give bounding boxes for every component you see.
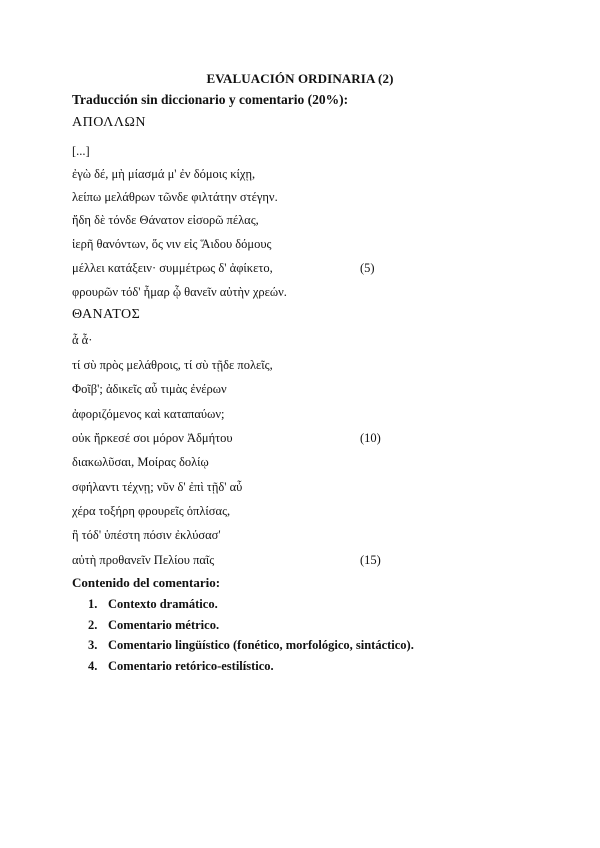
verse-line: οὐκ ἤρκεσέ σοι μόρον Ἀδμήτου bbox=[72, 431, 233, 445]
verse-line: Φοῖβ'; ἀδικεῖς αὖ τιμὰς ἐνέρων bbox=[72, 382, 227, 396]
line-number: (10) bbox=[360, 431, 381, 445]
verse-line: ἀφοριζόμενος καὶ καταπαύων; bbox=[72, 407, 225, 421]
verse-line: ἐγὼ δέ, μὴ μίασμά μ' ἐν δόμοις κίχῃ, bbox=[72, 167, 256, 181]
verse-line: αὐτὴ προθανεῖν Πελίου παῖς bbox=[72, 553, 215, 567]
verse-line: μέλλει κατάξειν· συμμέτρως δ' ἀφίκετο, bbox=[72, 261, 273, 275]
verse-line: φρουρῶν τόδ' ἦμαρ ᾧ θανεῖν αὐτὴν χρεών. bbox=[72, 285, 287, 299]
list-label: Contexto dramático. bbox=[108, 597, 218, 611]
comment-list bbox=[88, 596, 414, 678]
list-number: 1. bbox=[88, 597, 98, 611]
verse-line: ἆ ἆ· bbox=[72, 333, 93, 347]
verse-line: ἣ τόδ' ὑπέστη πόσιν ἐκλύσασ' bbox=[72, 528, 221, 542]
verse-line: τί σὺ πρὸς μελάθροις, τί σὺ τῇδε πολεῖς, bbox=[72, 358, 273, 372]
speaker-apollo: ΑΠΟΛΛΩΝ bbox=[72, 115, 146, 130]
list-item bbox=[88, 617, 414, 638]
verse-line: ἤδη δὲ τόνδε Θάνατον εἰσορῶ πέλας, bbox=[72, 213, 259, 227]
exam-title: EVALUACIÓN ORDINARIA (2) bbox=[206, 71, 394, 86]
verse-line: [...] bbox=[72, 144, 90, 158]
list-item bbox=[88, 596, 414, 617]
list-number: 4. bbox=[88, 658, 98, 673]
verse-line: διακωλῦσαι, Μοίρας δολίῳ bbox=[72, 455, 209, 469]
verse-line: λείπω μελάθρων τῶνδε φιλτάτην στέγην. bbox=[72, 190, 278, 204]
list-label: Comentario retórico-estilístico. bbox=[108, 658, 274, 673]
list-number: 3. bbox=[88, 638, 98, 652]
speaker-thanatos: ΘΑΝΑΤΟΣ bbox=[72, 307, 141, 322]
verse-line: χέρα τοξήρη φρουρεῖς ὁπλίσας, bbox=[72, 504, 231, 518]
comment-heading: Contenido del comentario: bbox=[72, 575, 221, 590]
verse-line: ἱερῆ θανόντων, ὅς νιν εἰς Ἅιδου δόμους bbox=[72, 237, 272, 251]
line-number: (5) bbox=[360, 261, 375, 275]
list-label: Comentario métrico. bbox=[108, 617, 220, 632]
list-label: Comentario lingüístico (fonético, morfológico, sintáctico). bbox=[108, 638, 414, 652]
task-heading: Traducción sin diccionario y comentario (20%): bbox=[72, 92, 349, 107]
list-item bbox=[88, 637, 414, 658]
list-number: 2. bbox=[88, 617, 98, 632]
list-item bbox=[88, 658, 414, 679]
line-number: (15) bbox=[360, 553, 381, 567]
verse-line: σφήλαντι τέχνῃ; νῦν δ' ἐπὶ τῇδ' αὖ bbox=[72, 480, 243, 494]
